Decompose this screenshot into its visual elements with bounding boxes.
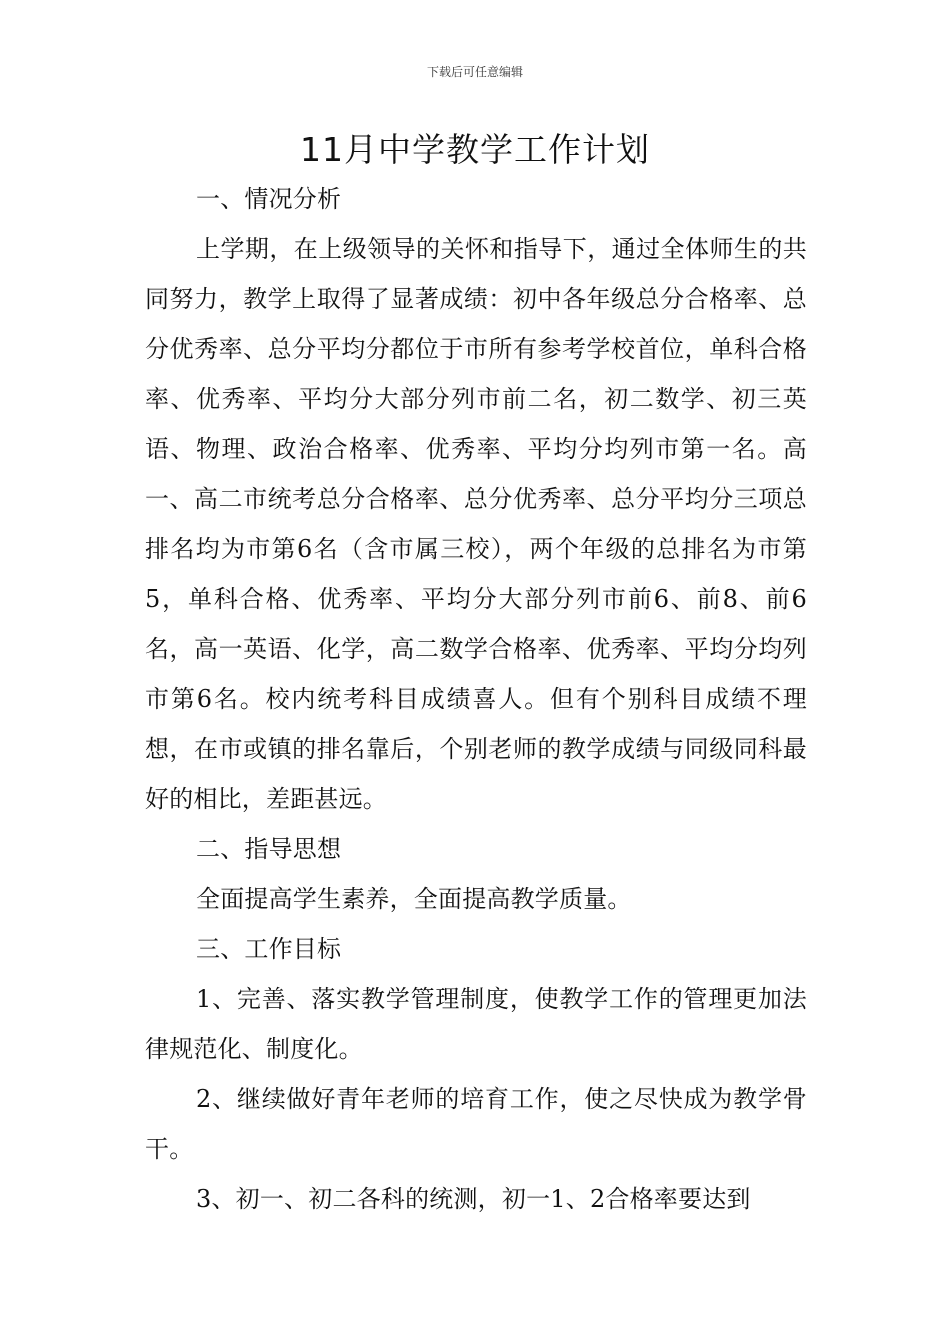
- paragraph-analysis: 上学期，在上级领导的关怀和指导下，通过全体师生的共同努力，教学上取得了显著成绩：初中各年级总分合格率、总分优秀率、总分平均分都位于市所有参考学校首位，单科合格率、优秀率、平均分大部分列市前二名，初二数学、初三英语、物理、政治合格率、优秀率、平均分均列市第一名。高一、高二市统考总分合格率、总分优秀率、总分平均分三项总排名均为市第6名（含市属三校），两个年级的总排名为市第5，单科合格、优秀率、平均分大部分列市前6、前8、前6名，高一英语、化学，高二数学合格率、优秀率、平均分均列市第6名。校内统考科目成绩喜人。但有个别科目成绩不理想，在市或镇的排名靠后，个别老师的教学成绩与同级同科最好的相比，差距甚远。: [145, 235, 807, 813]
- list-item-goal-2: 2、继续做好青年老师的培育工作，使之尽快成为教学骨干。: [145, 1085, 807, 1163]
- list-item-goal-3: 3、初一、初二各科的统测，初一1、2合格率要达到: [196, 1185, 751, 1213]
- section-heading-analysis: 一、情况分析: [196, 185, 342, 213]
- header-note: 下载后可任意编辑: [426, 65, 523, 79]
- section-heading-work-goals: 三、工作目标: [196, 935, 342, 963]
- list-item-goal-1: 1、完善、落实教学管理制度，使教学工作的管理更加法律规范化、制度化。: [145, 985, 807, 1063]
- section-heading-guiding-thought: 二、指导思想: [196, 835, 342, 863]
- document-title: 11月中学教学工作计划: [300, 130, 650, 169]
- document-body: [145, 174, 807, 1224]
- paragraph-guiding-thought: 全面提高学生素养，全面提高教学质量。: [196, 885, 632, 913]
